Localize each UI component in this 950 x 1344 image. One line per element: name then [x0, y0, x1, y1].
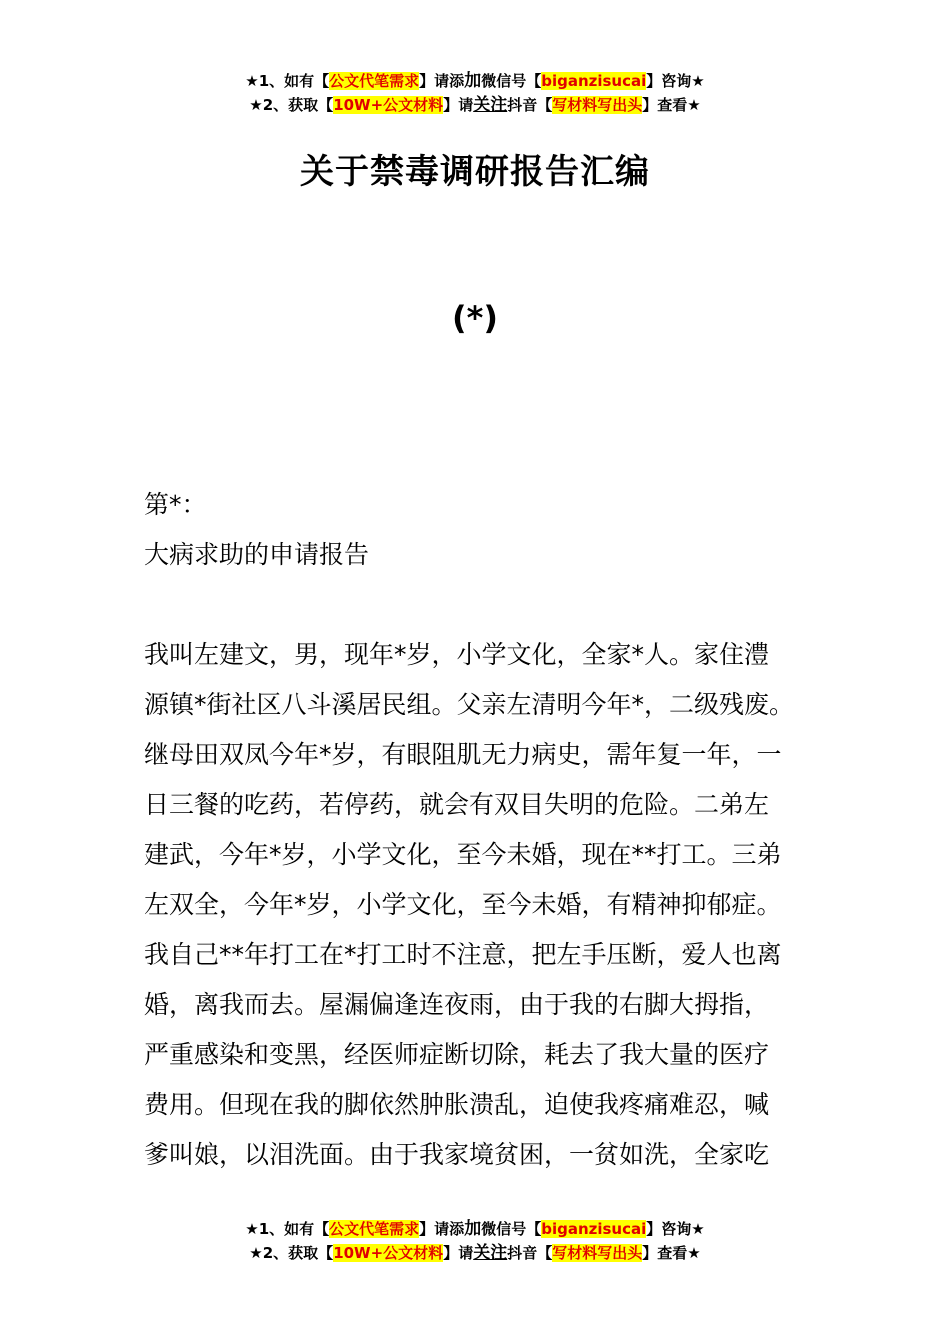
promo-text: 】咨询★ — [646, 1220, 705, 1238]
promo-text: 抖音【 — [507, 96, 553, 114]
paragraph-line: 我叫左建文，男，现年*岁，小学文化，全家*人。家住澧 — [144, 640, 770, 669]
promo-text: ★2、获取【 — [249, 96, 334, 114]
paragraph-line: 婚，离我而去。屋漏偏逢连夜雨，由于我的右脚大拇指， — [144, 990, 770, 1019]
promo-emphasis: 关注 — [473, 95, 508, 115]
promo-line-1 — [0, 69, 950, 93]
promo-text: 】查看★ — [642, 96, 701, 114]
paragraph-line: 爹叫娘，以泪洗面。由于我家境贫困，一贫如洗，全家吃 — [144, 1140, 770, 1169]
paragraph-line: 费用。但现在我的脚依然肿胀溃乱，迫使我疼痛难忍，喊 — [144, 1090, 770, 1119]
promo-highlight-douyin-id: 写材料写出头 — [552, 96, 643, 114]
promo-highlight-wechat-id: biganzisucai — [541, 72, 647, 90]
promo-banner-bottom — [0, 1217, 950, 1265]
promo-text: 微信号【 — [481, 1220, 542, 1238]
promo-text: 】查看★ — [642, 1244, 701, 1262]
promo-text: 抖音【 — [507, 1244, 553, 1262]
section-heading: 大病求助的申请报告 — [144, 540, 370, 569]
paragraph-line: 继母田双凤今年*岁，有眼阻肌无力病史，需年复一年，一 — [144, 740, 782, 769]
body-paragraph — [144, 630, 834, 1180]
promo-highlight: 10W+公文材料 — [333, 96, 444, 114]
promo-text: ★1、如有【 — [245, 72, 330, 90]
promo-text: ★1、如有【 — [245, 1220, 330, 1238]
promo-text: ★2、获取【 — [249, 1244, 334, 1262]
promo-highlight: 公文代笔需求 — [329, 72, 420, 90]
paragraph-line: 左双全，今年*岁，小学文化，至今未婚，有精神抑郁症。 — [144, 890, 782, 919]
paragraph-line: 源镇*街社区八斗溪居民组。父亲左清明今年*，二级残废。 — [144, 690, 795, 719]
promo-text: 】咨询★ — [646, 72, 705, 90]
promo-line-1 — [0, 1217, 950, 1241]
document-title: 关于禁毒调研报告汇编 — [300, 152, 650, 192]
promo-highlight-douyin-id: 写材料写出头 — [552, 1244, 643, 1262]
paragraph-line: 日三餐的吃药，若停药，就会有双目失明的危险。二弟左 — [144, 790, 770, 819]
promo-banner-top — [0, 69, 950, 117]
promo-emphasis: 关注 — [473, 1243, 508, 1263]
promo-text: 】请 — [443, 1244, 474, 1262]
promo-line-2 — [0, 1241, 950, 1265]
promo-text: 】请 — [443, 96, 474, 114]
promo-highlight: 10W+公文材料 — [333, 1244, 444, 1262]
promo-highlight-wechat-id: biganzisucai — [541, 1220, 647, 1238]
promo-emphasis: 加 — [464, 1219, 482, 1239]
promo-text: 】请添 — [419, 72, 465, 90]
document-subtitle: (*) — [452, 299, 498, 337]
promo-line-2 — [0, 93, 950, 117]
section-label: 第*： — [144, 490, 207, 519]
paragraph-line: 建武，今年*岁，小学文化，至今未婚，现在**打工。三弟 — [144, 840, 782, 869]
paragraph-line: 严重感染和变黑，经医师症断切除，耗去了我大量的医疗 — [144, 1040, 770, 1069]
promo-highlight: 公文代笔需求 — [329, 1220, 420, 1238]
promo-text: 】请添 — [419, 1220, 465, 1238]
promo-text: 微信号【 — [481, 72, 542, 90]
promo-emphasis: 加 — [464, 71, 482, 91]
paragraph-line: 我自己**年打工在*打工时不注意，把左手压断，爱人也离 — [144, 940, 782, 969]
